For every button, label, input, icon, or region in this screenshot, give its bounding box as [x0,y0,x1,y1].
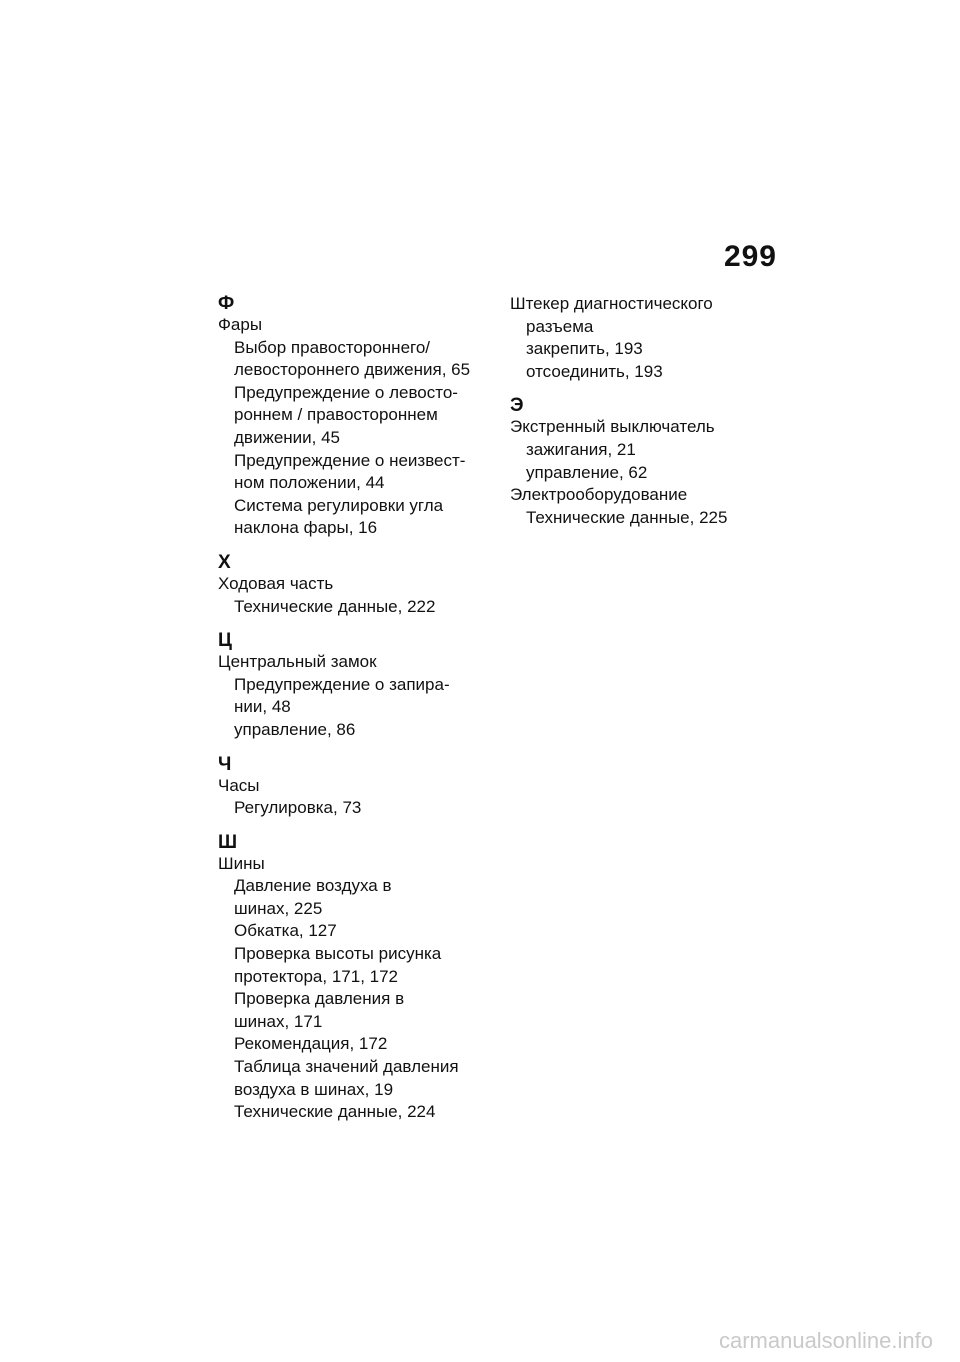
index-section [218,293,503,540]
index-section [218,832,503,1124]
index-section [510,395,795,484]
index-subentry-line: нии, 48 [234,697,291,717]
index-term: Часы [218,775,260,795]
index-section [510,484,795,529]
index-subentry-line: шинах, 171 [234,1011,323,1031]
index-term: Экстренный выключатель [510,417,715,437]
index-letter-heading: Ч [218,753,232,775]
index-subentry-line: Технические данные, 224 [234,1102,436,1122]
index-letter-heading: Ц [218,630,232,652]
index-subentry-line: управление, 62 [526,462,648,482]
index-subentry-line: Рекомендация, 172 [234,1034,388,1054]
index-subentry-line: воздуха в шинах, 19 [234,1079,394,1099]
index-column-right [510,293,795,541]
index-section [218,754,503,820]
index-section [510,293,795,383]
index-letter-heading: Ф [218,293,235,314]
index-letter-heading: Ш [218,831,238,853]
index-term: Центральный замок [218,652,377,672]
index-section [218,552,503,618]
index-section [218,630,503,741]
index-subentry-line: Выбор правостороннего/ [234,337,431,357]
index-subentry-line: левостороннего движения, 65 [234,360,471,380]
index-subentry-line: Обкатка, 127 [234,921,337,941]
index-subentry-line: закрепить, 193 [526,339,643,359]
index-term: Шины [218,853,265,873]
index-subentry-line: Предупреждение о левосто- [234,382,458,402]
index-subentry-line: протектора, 171, 172 [234,966,398,986]
index-subentry-line: роннем / правостороннем [234,405,438,425]
index-subentry-line: Проверка давления в [234,989,405,1009]
index-subentry-line: Технические данные, 222 [234,596,436,616]
index-subentry-line: Система регулировки угла [234,495,444,515]
index-subentry-line: Регулировка, 73 [234,798,362,818]
index-subentry-line: Проверка высоты рисунка [234,944,442,964]
index-subentry-line: разъема [526,316,594,336]
index-subentry-line: Таблица значений давления [234,1057,459,1077]
index-term: Ходовая часть [218,573,334,593]
index-subentry-line: управление, 86 [234,719,356,739]
index-subentry-line: наклона фары, 16 [234,518,378,538]
watermark: carmanualsonline.info [718,1328,933,1353]
index-subentry-line: Предупреждение о запира- [234,674,450,694]
index-subentry-line: Предупреждение о неизвест- [234,450,466,470]
index-subentry-line: шинах, 225 [234,898,323,918]
index-subentry-line: Давление воздуха в [234,876,392,896]
index-term: Фары [218,315,263,334]
index-subentry-line: отсоединить, 193 [526,361,663,381]
index-subentry-line: зажигания, 21 [526,439,636,459]
index-letter-heading: Х [218,551,231,573]
index-term: Электрооборудование [510,485,688,505]
index-column-left [218,293,503,1136]
index-subentry-line: ном положении, 44 [234,473,385,493]
index-term: Штекер диагностического [510,294,713,313]
index-subentry-line: движении, 45 [234,427,341,447]
index-subentry-line: Технические данные, 225 [526,507,728,527]
page-number: 299 [723,240,777,273]
index-letter-heading: Э [510,395,524,417]
